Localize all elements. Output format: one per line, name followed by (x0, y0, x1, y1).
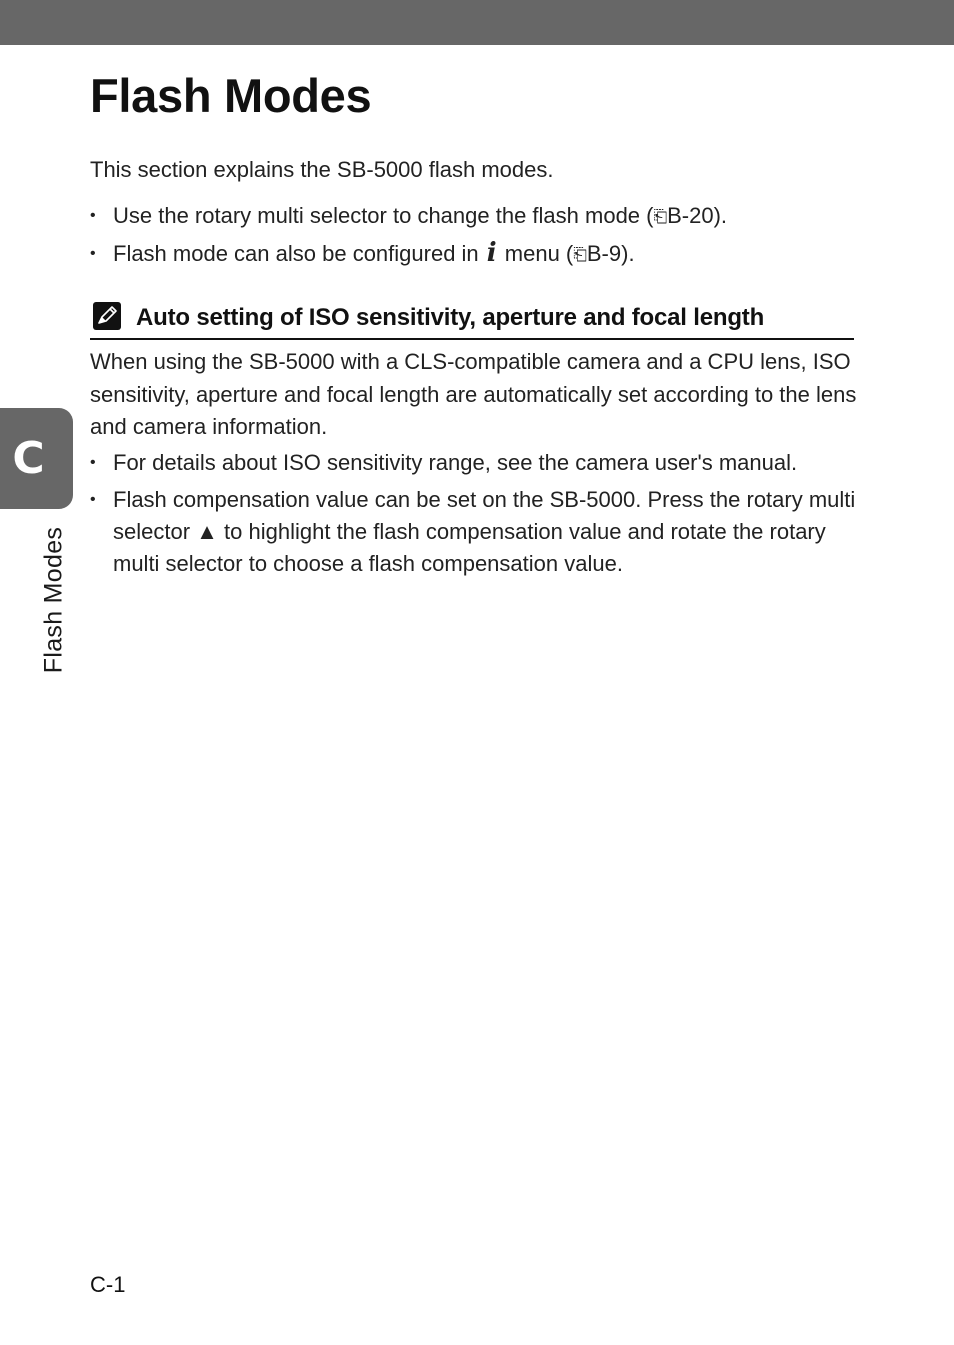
list-item (90, 484, 860, 580)
bullet-text: to highlight the flash compensation value and rotate the rotary multi selector to choose a flash compensation value. (113, 519, 826, 576)
i-menu-icon: i (486, 238, 497, 268)
page-reference-link[interactable]: B-9 (586, 241, 622, 266)
note-body: When using the SB-5000 with a CLS-compatible camera and a CPU lens, ISO sensitivity, aperture and focal length are automatically set according to the lens and camera information. (90, 349, 857, 439)
note-header (90, 300, 854, 340)
top-bar (0, 0, 954, 45)
bullet-text: ). (713, 203, 728, 228)
note-title: Auto setting of ISO sensitivity, aperture and focal length (136, 304, 765, 331)
pencil-note-icon (93, 302, 121, 330)
chapter-tab-letter: C (12, 433, 45, 484)
bullet-text: menu ( (498, 241, 574, 266)
bullet-text: Flash mode can also be configured in (113, 241, 485, 266)
intro-text: This section explains the SB-5000 flash modes. (90, 157, 554, 182)
chapter-side-label: Flash Modes (39, 526, 68, 674)
note-bullet-list (90, 447, 860, 585)
book-reference-icon: ⎗ (573, 245, 587, 264)
bullet-text: ). (621, 241, 635, 266)
bullet-text: Flash compensation value can be set on the SB-5000. Press the rotary multi selector (113, 487, 856, 544)
bullet-text: Use the rotary multi selector to change the flash mode ( (113, 203, 654, 228)
list-item (90, 447, 860, 479)
list-item (90, 200, 860, 233)
book-reference-icon: ⎗ (653, 207, 668, 226)
mode-bullet-list (90, 200, 860, 276)
page-number: C-1 (90, 1272, 126, 1297)
page-reference-link[interactable]: B-20 (667, 203, 714, 228)
up-triangle-icon: ▲ (196, 519, 218, 544)
list-item (90, 238, 860, 271)
bullet-text: For details about ISO sensitivity range, see the camera user's manual. (113, 450, 798, 475)
page-title: Flash Modes (90, 69, 372, 122)
